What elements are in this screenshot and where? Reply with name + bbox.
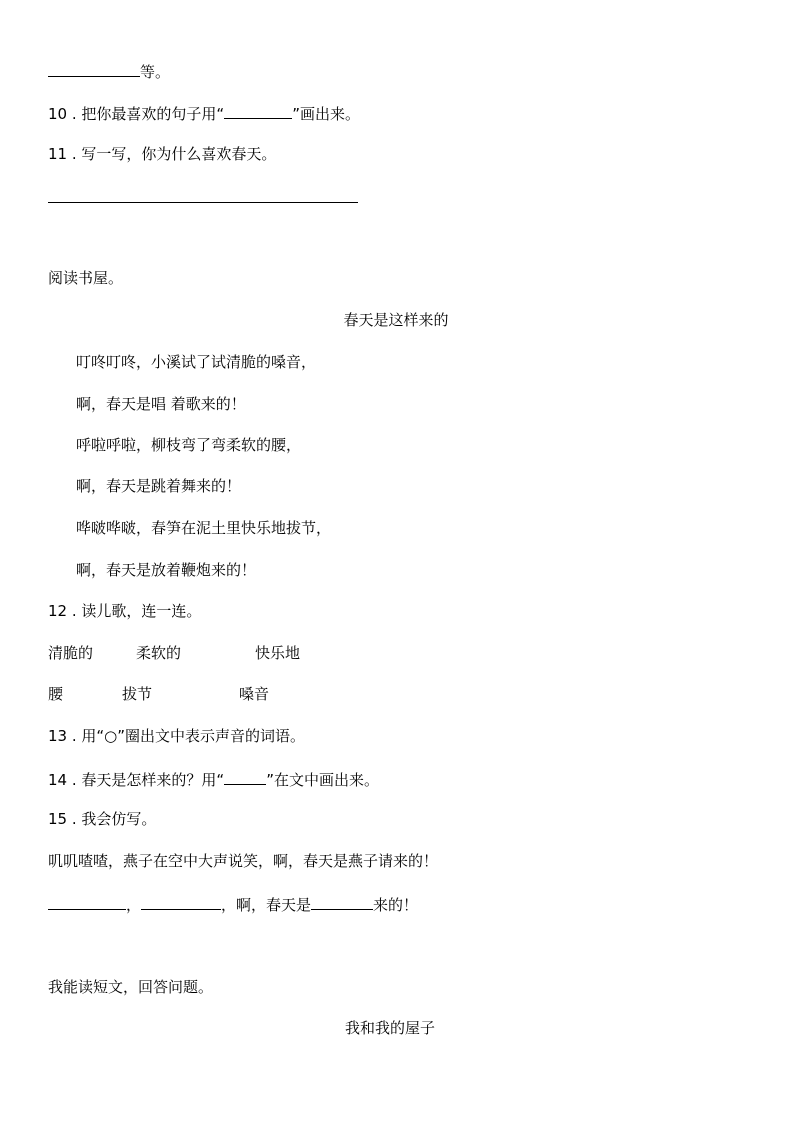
match-word-bottom[interactable]: 腰 <box>48 685 64 703</box>
question-text: 写一写，你为什么喜欢春天。 <box>81 145 277 163</box>
question-text: 用“○”圈出文中表示声音的词语。 <box>81 727 306 745</box>
match-word-top[interactable]: 清脆的 <box>48 644 94 662</box>
answer-blank[interactable] <box>48 60 140 77</box>
question-text: 春天是怎样来的？用“ <box>81 771 225 789</box>
section-heading: 阅读书屋。 <box>48 269 124 287</box>
poem-line: 啊，春天是放着鞭炮来的！ <box>76 561 257 579</box>
match-word-bottom[interactable]: 嗓音 <box>239 685 270 703</box>
question-text: 读儿歌，连一连。 <box>81 602 202 620</box>
question-number: 11 <box>48 145 68 163</box>
question-number: 10 <box>48 105 68 123</box>
poem-line: 哗啵哗啵，春笋在泥土里快乐地拔节， <box>76 519 332 537</box>
q9-answer-line <box>48 60 170 82</box>
passage-title: 我和我的屋子 <box>345 1019 436 1037</box>
question-text: 把你最喜欢的句子用 <box>81 105 217 123</box>
question-13: 13 . 用“○”圈出文中表示声音的词语。 <box>48 727 306 745</box>
answer-blank[interactable] <box>224 768 266 785</box>
q11-answer-line[interactable] <box>48 202 358 203</box>
answer-blank[interactable] <box>141 893 221 910</box>
answer-blank[interactable] <box>48 893 126 910</box>
example-sentence: 叽叽喳喳，燕子在空中大声说笑，啊，春天是燕子请来的！ <box>48 852 439 870</box>
match-word-top[interactable]: 快乐地 <box>255 644 301 662</box>
answer-blank[interactable] <box>311 893 373 910</box>
question-12: 12 . 读儿歌，连一连。 <box>48 602 202 620</box>
question-number: 13 <box>48 727 68 745</box>
question-15: 15 . 我会仿写。 <box>48 810 157 828</box>
question-text: 画出来。 <box>299 105 360 123</box>
question-text: 我会仿写。 <box>81 810 157 828</box>
question-14: 14 . 春天是怎样来的？用“ ”在文中画出来。 <box>48 768 379 790</box>
question-number: 12 <box>48 602 68 620</box>
question-10: 10 . 把你最喜欢的句子用“ ”画出来。 <box>48 102 360 124</box>
q9-tail-text: 等。 <box>140 63 171 81</box>
question-number: 14 <box>48 771 68 789</box>
poem-line: 啊，春天是跳着舞来的！ <box>76 477 242 495</box>
question-number: 15 <box>48 810 68 828</box>
poem-line: 啊，春天是唱 着歌来的！ <box>76 395 246 413</box>
poem-line: 叮咚叮咚，小溪试了试清脆的嗓音， <box>76 353 317 371</box>
match-word-bottom[interactable]: 拔节 <box>122 685 153 703</box>
match-word-top[interactable]: 柔软的 <box>136 644 182 662</box>
answer-blank[interactable] <box>224 102 292 119</box>
section-heading: 我能读短文，回答问题。 <box>48 978 214 996</box>
poem-line: 呼啦呼啦，柳枝弯了弯柔软的腰， <box>76 436 302 454</box>
poem-title: 春天是这样来的 <box>343 311 449 329</box>
question-11: 11 . 写一写，你为什么喜欢春天。 <box>48 145 277 163</box>
question-text: ”在文中画出来。 <box>266 771 379 789</box>
imitation-line: ， ，啊，春天是 来的！ <box>48 893 418 915</box>
